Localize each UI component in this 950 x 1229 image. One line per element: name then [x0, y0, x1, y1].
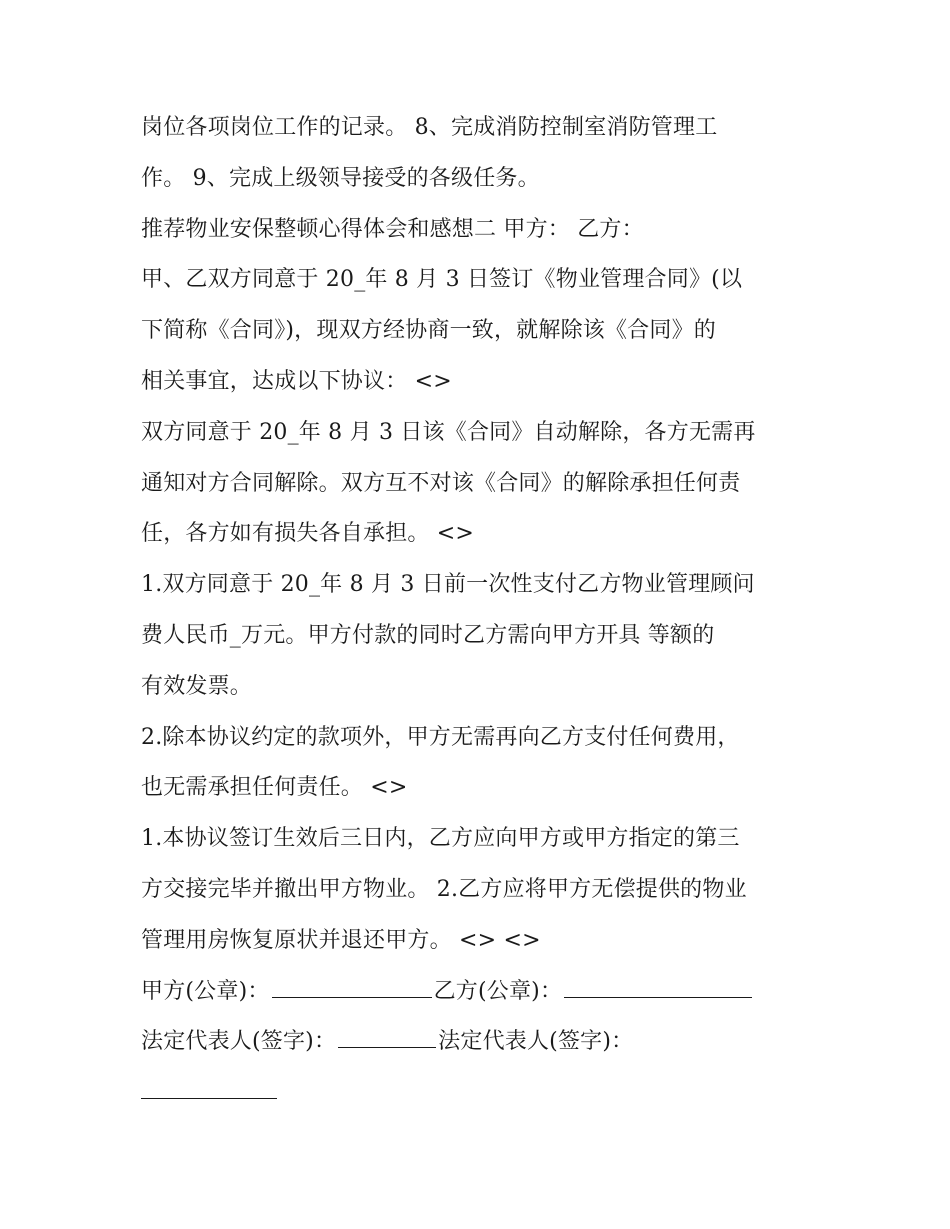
text-line: 费人民币_万元。甲方付款的同时乙方需向甲方开具 等额的 [141, 622, 715, 648]
text-line: 1.双方同意于 20_年 8 月 3 日前一次性支付乙方物业管理顾问 [141, 572, 755, 598]
text-line: 下简称《合同》)，现双方经协商一致，就解除该《合同》的 [141, 318, 716, 344]
text-line: 1.本协议签订生效后三日内，乙方应向甲方或甲方指定的第三 [141, 826, 740, 852]
party-a-seal-label: 甲方(公章)： [141, 978, 270, 1004]
party-a-seal-blank [272, 977, 432, 998]
text-line: 作。 9、完成上级领导接受的各级任务。 [141, 165, 540, 191]
rep-b-blank [141, 1078, 277, 1099]
text-line: 岗位各项岗位工作的记录。 8、完成消防控制室消防管理工 [141, 115, 718, 140]
text-line: 2.除本协议约定的款项外，甲方无需再向乙方支付任何费用， [141, 724, 740, 750]
text-line: 有效发票。 [141, 673, 253, 699]
signature-rep-line [141, 1017, 821, 1068]
text-line: 方交接完毕并撤出甲方物业。 2.乙方应将甲方无偿提供的物业 [141, 876, 747, 902]
signature-continuation-line [141, 1068, 821, 1119]
text-line: 推荐物业安保整顿心得体会和感想二 甲方： 乙方： [141, 216, 644, 242]
rep-b-label: 法定代表人(签字)： [438, 1029, 634, 1055]
text-line: 甲、乙双方同意于 20_年 8 月 3 日签订《物业管理合同》(以 [141, 267, 743, 293]
rep-a-label: 法定代表人(签字)： [141, 1029, 337, 1055]
party-b-seal-blank [564, 977, 752, 998]
party-b-seal-label: 乙方(公章)： [433, 978, 563, 1004]
text-line: 通知对方合同解除。双方互不对该《合同》的解除承担任何责 [141, 470, 741, 496]
document-body [141, 103, 821, 1119]
text-line: 双方同意于 20_年 8 月 3 日该《合同》自动解除，各方无需再 [141, 419, 756, 445]
text-line: 任，各方如有损失各自承担。 <> [141, 521, 475, 547]
text-line: 管理用房恢复原状并退还甲方。 <> <> [141, 927, 541, 953]
text-line: 相关事宜，达成以下协议： <> [141, 368, 452, 394]
text-line: 也无需承担任何责任。 <> [141, 775, 408, 801]
rep-a-blank [338, 1027, 436, 1048]
signature-seal-line [141, 967, 821, 1018]
